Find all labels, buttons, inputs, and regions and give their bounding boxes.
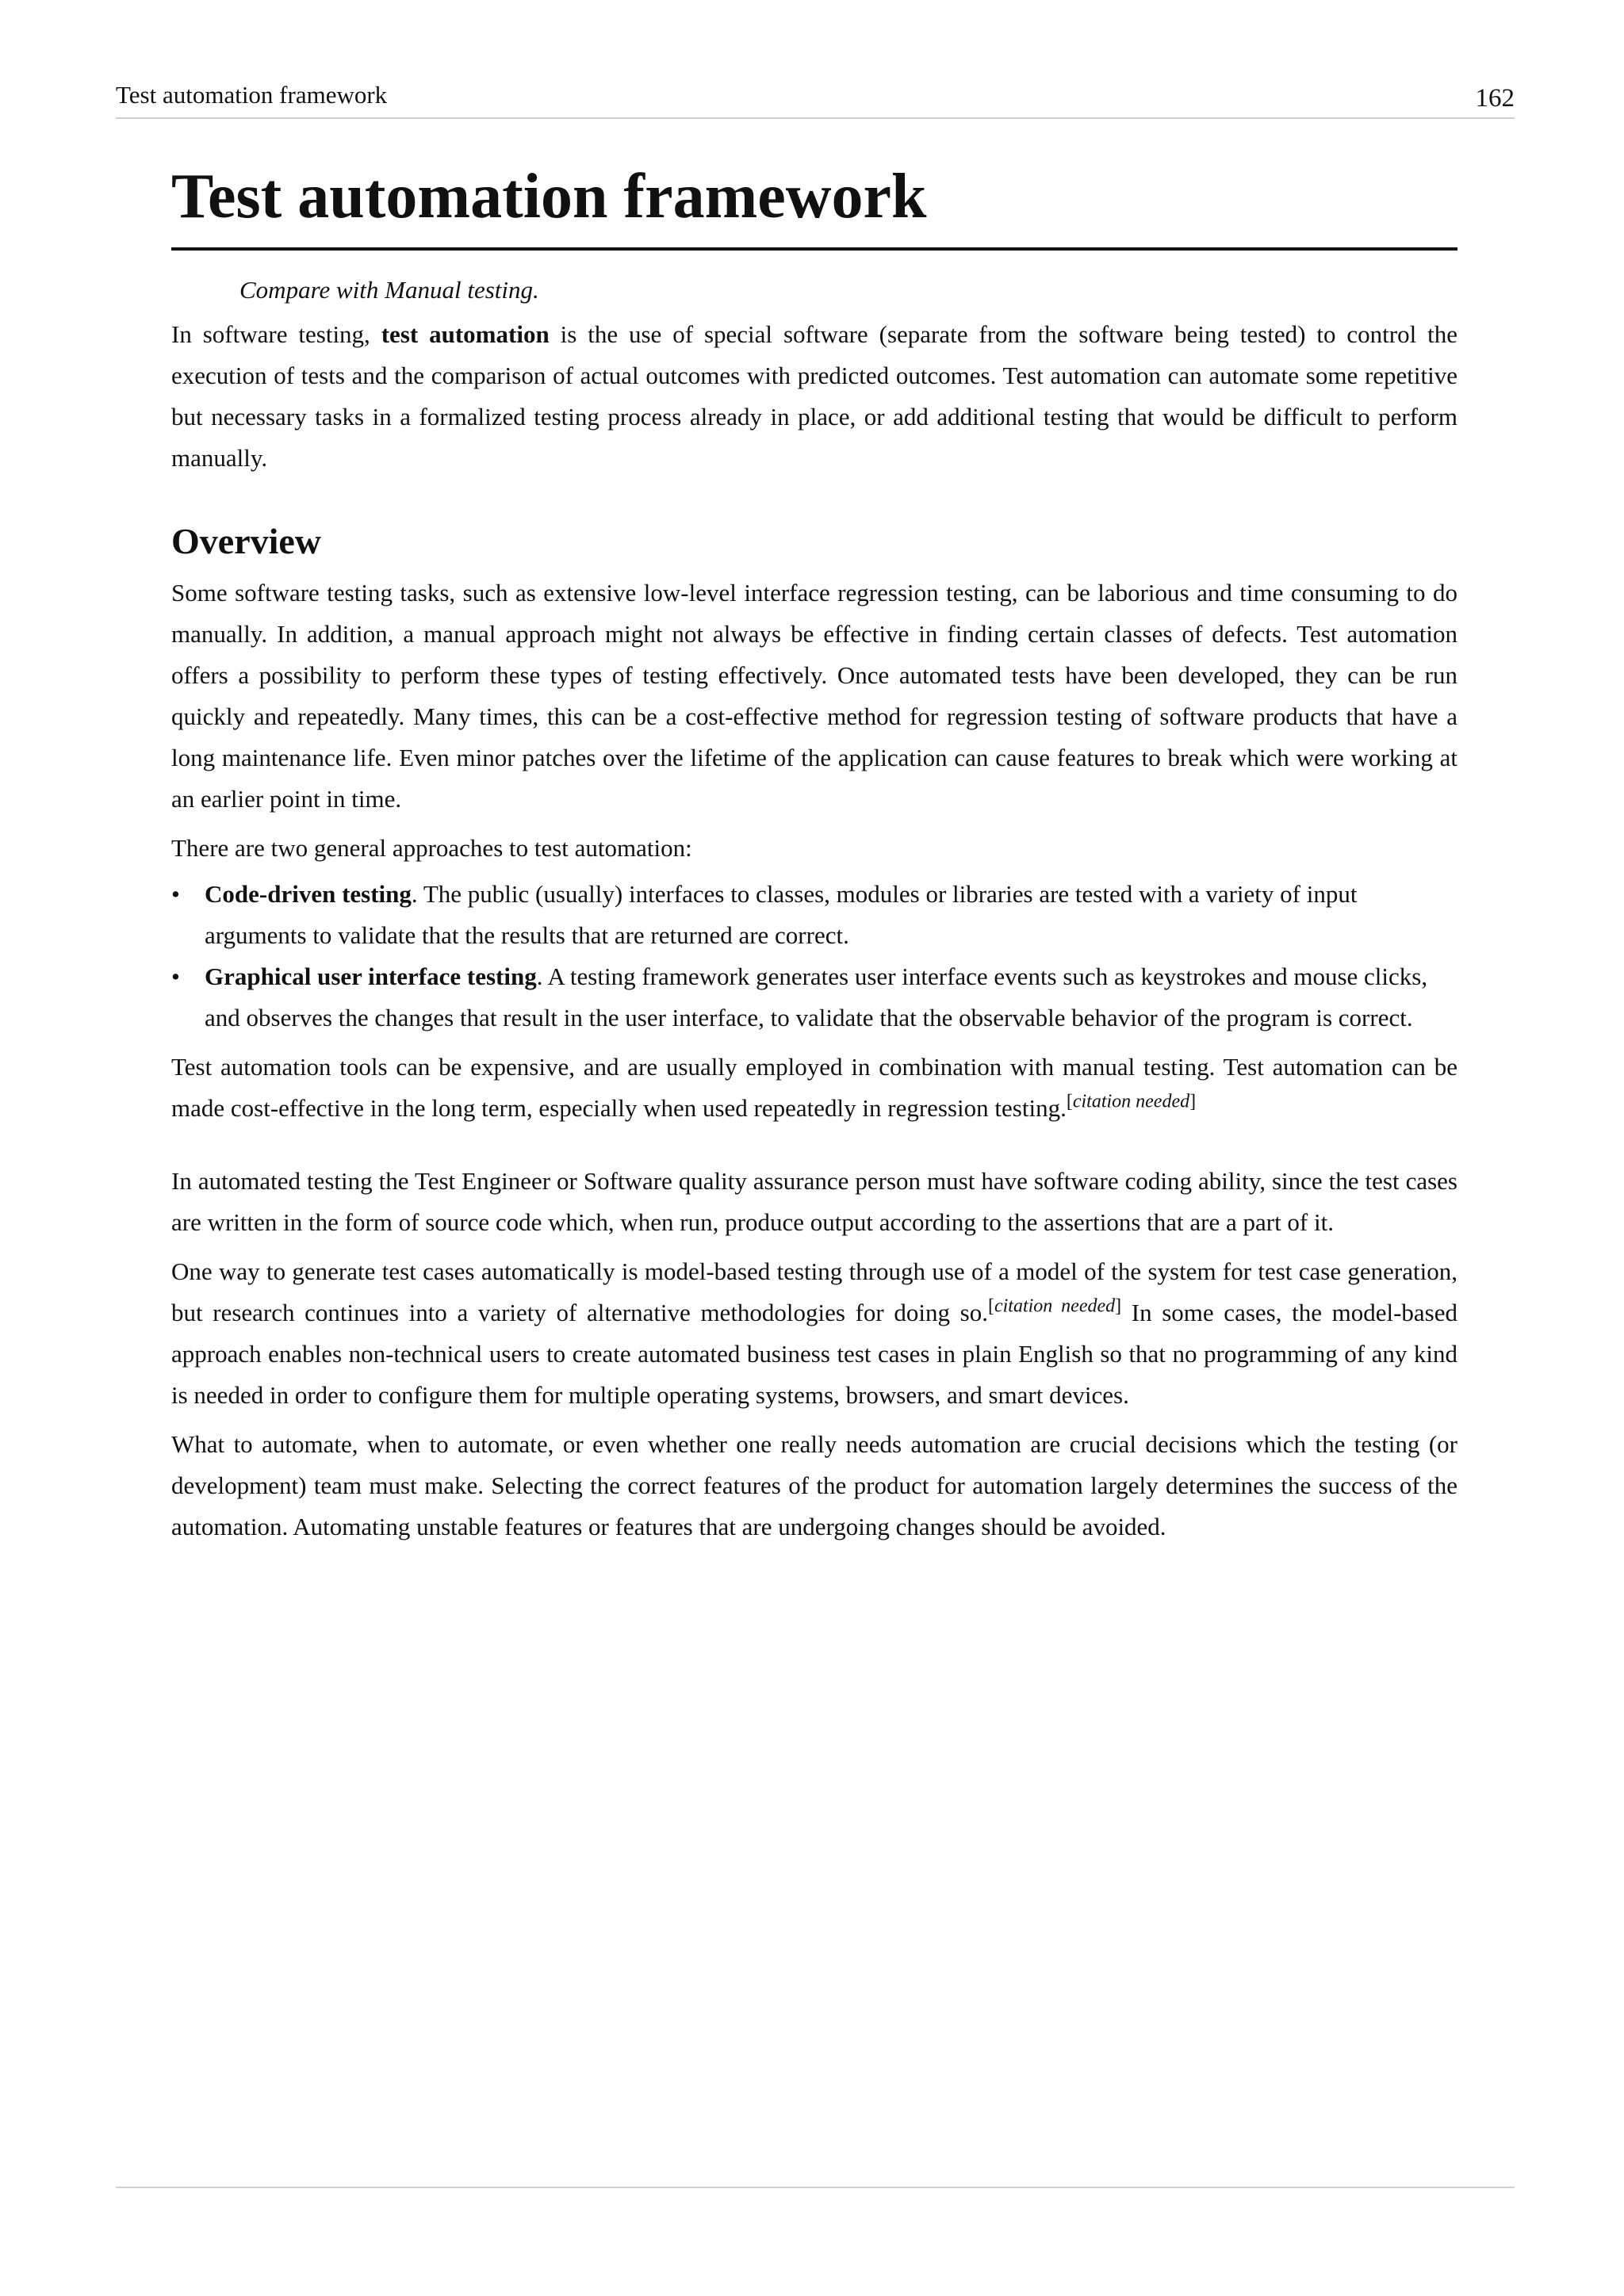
running-title: Test automation framework [116,81,388,109]
footer-rule [116,2187,1515,2188]
overview-paragraph-2: There are two general approaches to test automation: [171,834,692,862]
paragraph-text: Test automation tools can be expensive, and are usually employed in combination with manual testing. Test automation can be made cost-effective in the long term, especially when used repeatedly in regression testing. [171,1053,1457,1122]
hatnote: Compare with Manual testing. [239,276,539,304]
intro-term: test automation [381,320,550,348]
overview-paragraph-6: What to automate, when to automate, or even whether one really needs automation are crucial decisions which the testing (or development) team must make. Selecting the correct features of the product for automation largely determines the success of the automation. Automating unstable features or features that are undergoing changes should be avoided. [171,1430,1457,1540]
overview-paragraph-3 [171,1047,1457,1129]
running-header [116,79,1515,119]
approach-term: Graphical user interface testing [205,962,537,990]
approaches-list [171,874,1457,1039]
citation-needed: [citation needed] [1066,1091,1197,1112]
list-item [171,956,1457,1039]
overview-paragraph-5 [171,1251,1457,1416]
section-heading-overview: Overview [171,521,322,561]
paragraph-text: In some cases, the model-based approach enables non-technical users to create automated business test cases in plain English so that no programming of any kind is needed in order to configure them for multiple operating systems, browsers, and smart devices. [171,1299,1457,1409]
intro-lead: In software testing, [171,320,381,348]
approach-term: Code-driven testing [205,880,412,908]
intro-paragraph [171,314,1457,479]
approach-text: . The public (usually) interfaces to classes, modules or libraries are tested with a variety of input arguments to validate that the results that are returned are correct. [205,880,1358,949]
overview-paragraph-4: In automated testing the Test Engineer or Software quality assurance person must have software coding ability, since the test cases are written in the form of source code which, when run, produce output according to the assertions that are a part of it. [171,1167,1457,1236]
list-item [171,874,1457,956]
page-title: Test automation framework [171,155,1457,251]
bullet-glyph: • [171,962,180,990]
article-body [171,155,1457,1548]
overview-paragraph-1: Some software testing tasks, such as extensive low-level interface regression testing, can be laborious and time consuming to do manually. In addition, a manual approach might not always be effective in finding certain classes of defects. Test automation offers a possibility to perform these types of testing effectively. Once automated tests have been developed, they can be run quickly and repeatedly. Many times, this can be a cost-effective method for regression testing of software products that have a long maintenance life. Even minor patches over the lifetime of the application can cause features to break which were working at an earlier point in time. [171,579,1457,813]
intro-rest: is the use of special software (separate from the software being tested) to control the execution of tests and the comparison of actual outcomes with predicted outcomes. Test automation can automate some repetitive but necessary tasks in a formalized testing process already in place, or add additional testing that would be difficult to perform manually. [171,320,1457,472]
bullet-glyph: • [171,880,180,908]
citation-needed: [citation needed] [987,1295,1122,1317]
approach-text: . A testing framework generates user interface events such as keystrokes and mouse clicks, and observes the changes that result in the user interface, to validate that the observable behavior of the program is correct. [205,962,1428,1031]
page-number: 162 [1475,84,1515,113]
paragraph-text: One way to generate test cases automatically is model-based testing through use of a model of the system for test case generation, but research continues into a variety of alternative methodologies for doing so. [171,1257,1457,1326]
